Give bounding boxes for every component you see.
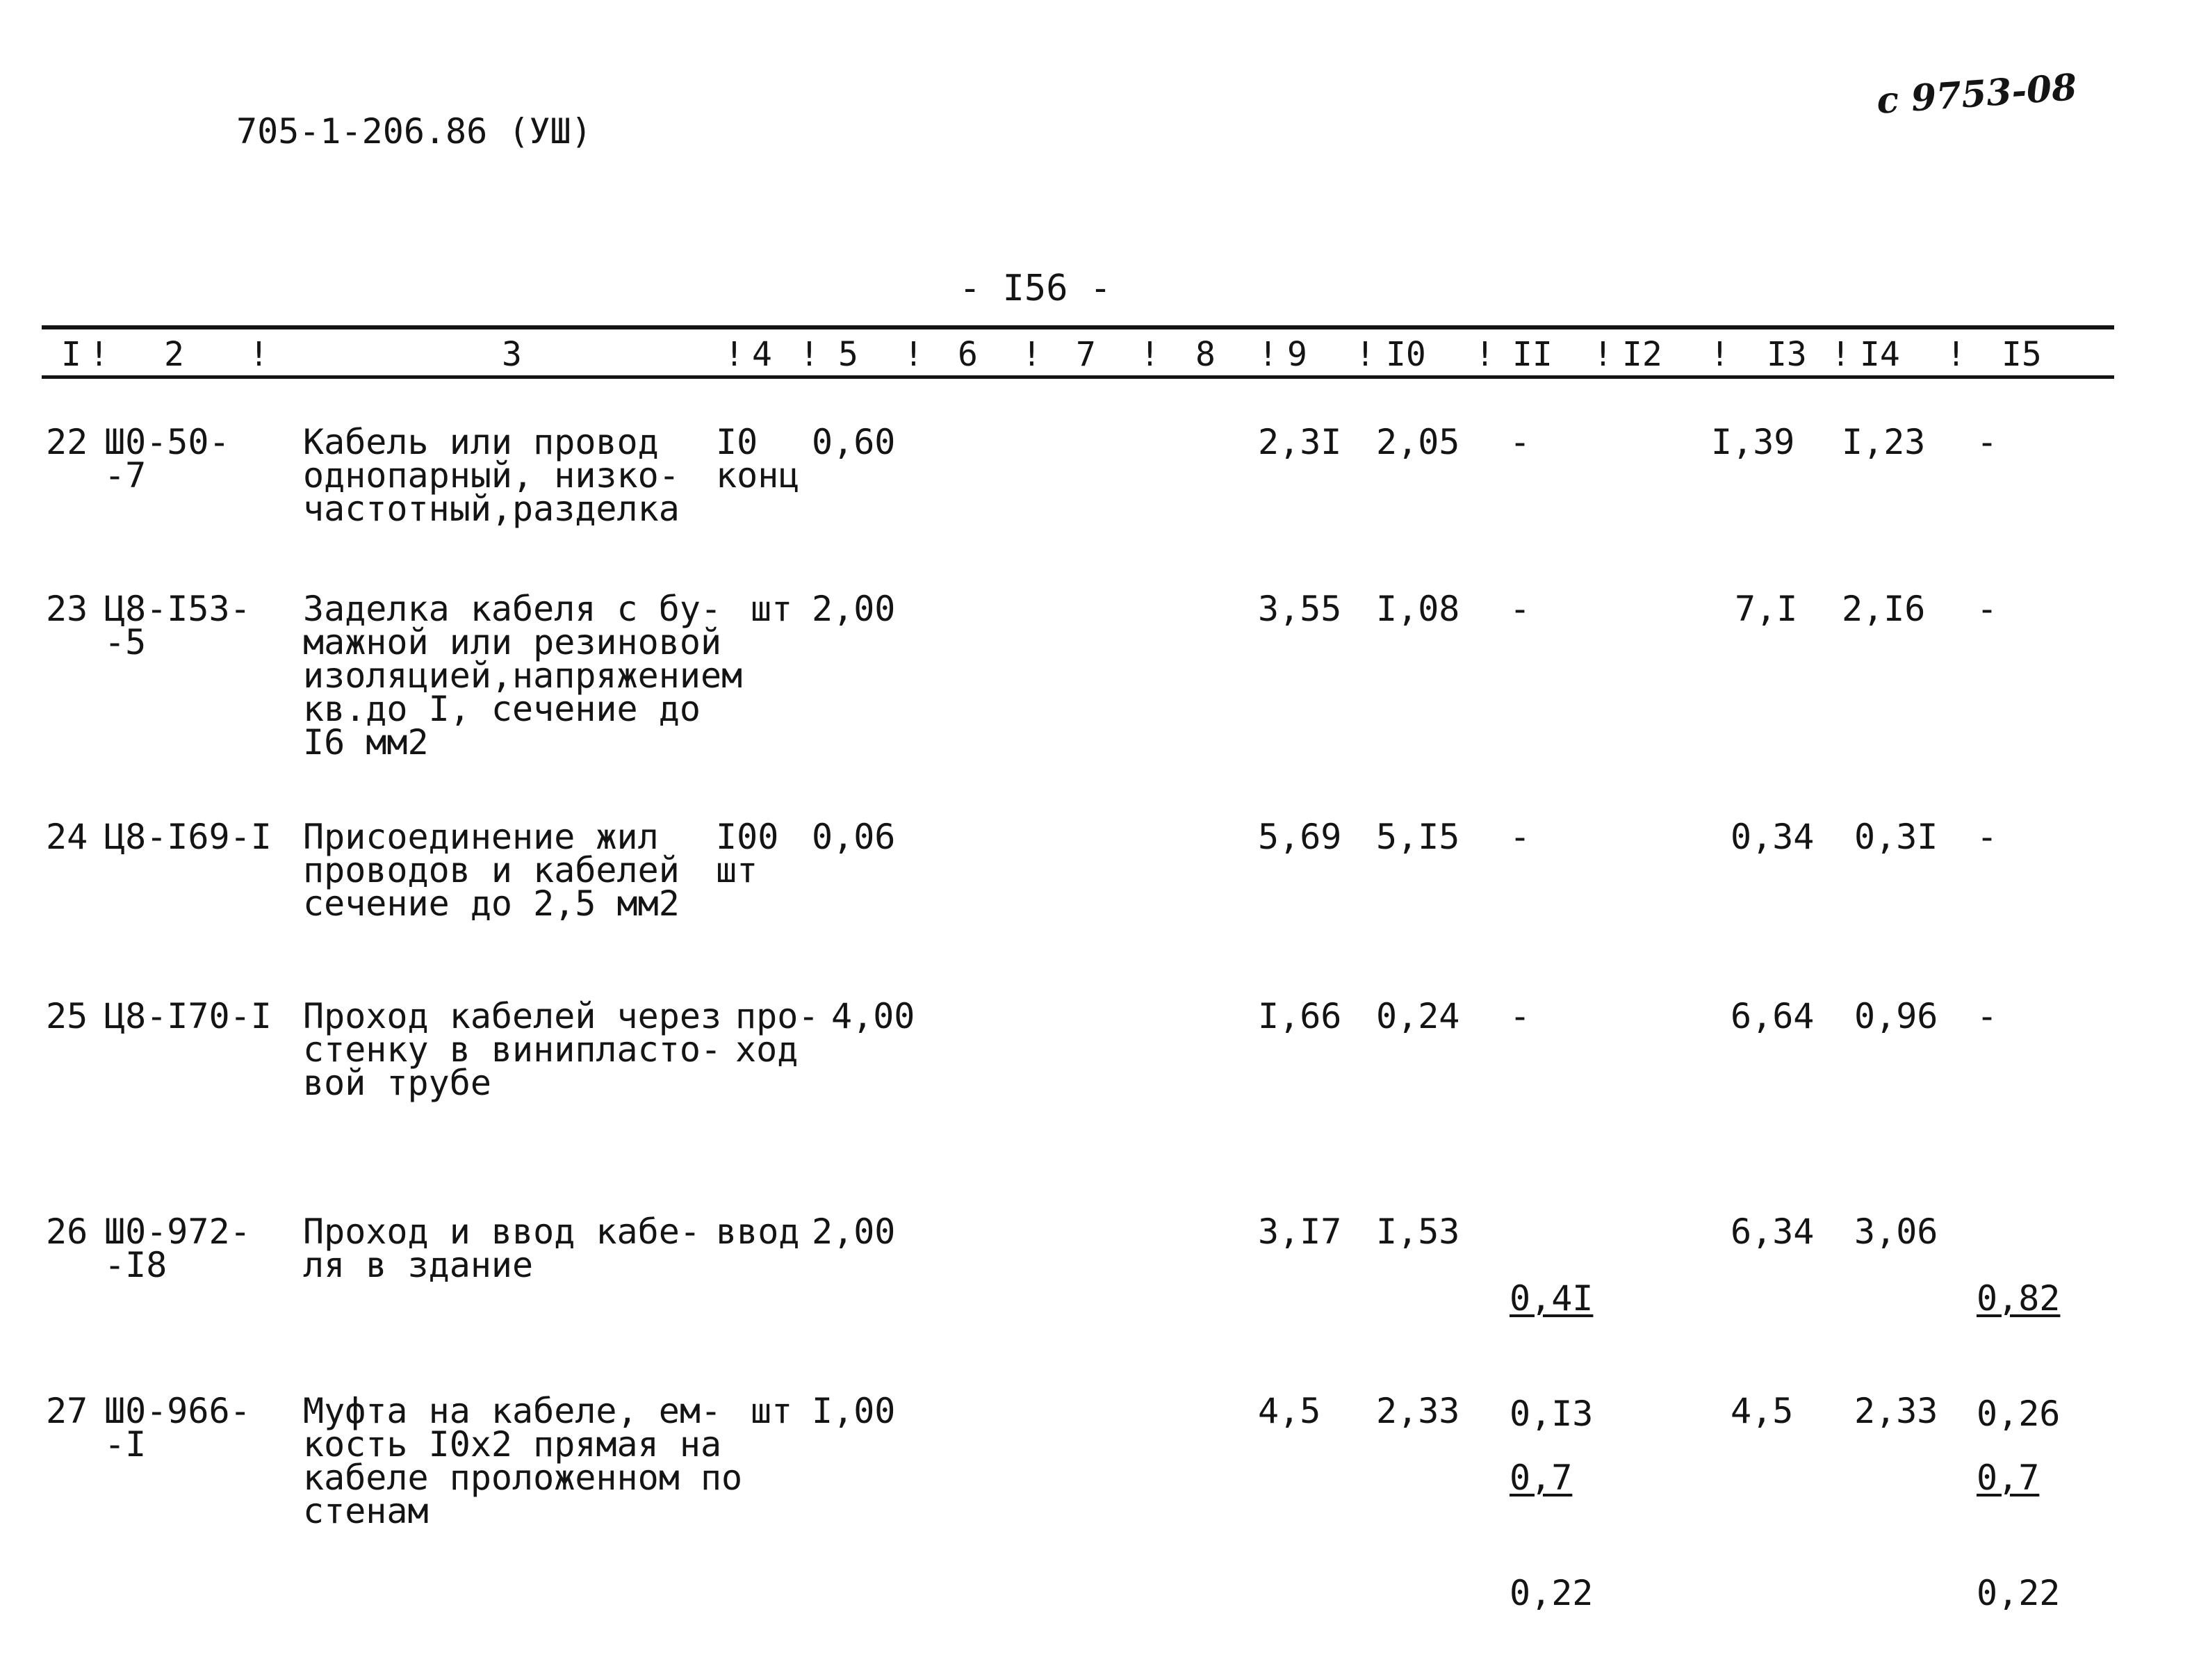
col-sep: ! bbox=[903, 335, 924, 374]
col-header-3: 3 bbox=[502, 335, 522, 374]
col-sep: ! bbox=[1946, 335, 1966, 374]
row-number: 23 bbox=[46, 589, 88, 629]
row-col14: 2,I6 bbox=[1842, 589, 1926, 629]
row-code: Ц8-I69-I bbox=[104, 817, 272, 857]
row-unit: ввод bbox=[716, 1212, 800, 1252]
row-code: Ц8-I53- -5 bbox=[104, 589, 251, 662]
col-sep: ! bbox=[1710, 335, 1730, 374]
row-quantity: I,00 bbox=[812, 1391, 896, 1431]
row-number: 24 bbox=[46, 817, 88, 857]
fraction-numerator: 0,7 bbox=[1977, 1458, 2040, 1498]
row-col15-fraction bbox=[1977, 1394, 2060, 1677]
row-col13: I,39 bbox=[1711, 422, 1795, 462]
row-col13: 4,5 bbox=[1731, 1391, 1794, 1431]
col-sep: ! bbox=[1593, 335, 1613, 374]
col-header-9: 9 bbox=[1287, 335, 1307, 374]
row-unit: про- ход bbox=[735, 996, 819, 1070]
row-code: Ш0-966- -I bbox=[104, 1391, 251, 1465]
row-description: Муфта на кабеле, ем- кость I0х2 прямая на кабеле проложенном по стенам bbox=[303, 1391, 743, 1531]
row-col11: - bbox=[1510, 996, 1531, 1036]
row-description: Кабель или провод однопарный, низко- частотный,разделка bbox=[303, 422, 680, 529]
row-col14: 0,3I bbox=[1854, 817, 1938, 857]
row-col15: - bbox=[1977, 817, 1998, 857]
fraction-numerator: 0,4I bbox=[1510, 1278, 1594, 1319]
col-sep: ! bbox=[89, 335, 109, 374]
row-col9: I,66 bbox=[1258, 996, 1342, 1036]
table-top-rule bbox=[42, 325, 2114, 329]
col-header-2: 2 bbox=[164, 335, 184, 374]
row-description: Проход и ввод кабе- ля в здание bbox=[303, 1212, 701, 1285]
row-col9: 3,I7 bbox=[1258, 1212, 1342, 1252]
row-col13: 6,64 bbox=[1731, 996, 1815, 1036]
fraction-denominator: 0,22 bbox=[1510, 1573, 1594, 1613]
col-sep: ! bbox=[1140, 335, 1160, 374]
row-code: Ц8-I70-I bbox=[104, 996, 272, 1036]
fraction-numerator: 0,7 bbox=[1510, 1458, 1573, 1498]
row-number: 26 bbox=[46, 1212, 88, 1252]
row-quantity: 4,00 bbox=[831, 996, 915, 1036]
col-header-8: 8 bbox=[1195, 335, 1216, 374]
row-col10: 2,05 bbox=[1376, 422, 1460, 462]
row-col15: - bbox=[1977, 422, 1998, 462]
row-col14: 0,96 bbox=[1854, 996, 1938, 1036]
row-number: 25 bbox=[46, 996, 88, 1036]
row-unit: I00 шт bbox=[716, 817, 779, 890]
row-col11: - bbox=[1510, 589, 1531, 629]
row-col10: 0,24 bbox=[1376, 996, 1460, 1036]
row-quantity: 2,00 bbox=[812, 1212, 896, 1252]
row-col13: 7,I bbox=[1735, 589, 1798, 629]
col-sep: ! bbox=[1355, 335, 1375, 374]
col-sep: ! bbox=[724, 335, 744, 374]
col-header-7: 7 bbox=[1076, 335, 1096, 374]
col-header-14: I4 bbox=[1860, 335, 1900, 374]
row-col11-fraction bbox=[1510, 1394, 1593, 1677]
col-sep: ! bbox=[1831, 335, 1851, 374]
col-header-5: 5 bbox=[838, 335, 858, 374]
row-col14: 3,06 bbox=[1854, 1212, 1938, 1252]
col-header-13: I3 bbox=[1767, 335, 1807, 374]
row-col15: - bbox=[1977, 589, 1998, 629]
row-col11: - bbox=[1510, 817, 1531, 857]
col-header-15: I5 bbox=[2002, 335, 2042, 374]
fraction-denominator: 0,26 bbox=[1977, 1394, 2061, 1434]
row-col9: 2,3I bbox=[1258, 422, 1342, 462]
row-col14: I,23 bbox=[1842, 422, 1926, 462]
row-number: 22 bbox=[46, 422, 88, 462]
row-quantity: 0,60 bbox=[812, 422, 896, 462]
col-sep: ! bbox=[1022, 335, 1042, 374]
row-col11: - bbox=[1510, 422, 1531, 462]
row-unit: шт bbox=[751, 1391, 793, 1431]
row-col13: 6,34 bbox=[1731, 1212, 1815, 1252]
col-header-10: I0 bbox=[1386, 335, 1426, 374]
fraction-denominator: 0,22 bbox=[1977, 1573, 2061, 1613]
row-description: Заделка кабеля с бу- мажной или резиновой изоляцией,напряжением кв.до I, сечение до I6 мм2 bbox=[303, 589, 743, 762]
row-col10: I,53 bbox=[1376, 1212, 1460, 1252]
row-description: Присоединение жил проводов и кабелей сечение до 2,5 мм2 bbox=[303, 817, 680, 924]
col-header-11: II bbox=[1512, 335, 1553, 374]
fraction-numerator: 0,82 bbox=[1977, 1278, 2061, 1319]
row-col14: 2,33 bbox=[1854, 1391, 1938, 1431]
row-col9: 4,5 bbox=[1258, 1391, 1321, 1431]
archive-stamp: с 9753-08 bbox=[1875, 66, 2079, 122]
row-code: Ш0-50- -7 bbox=[104, 422, 230, 496]
row-col9: 5,69 bbox=[1258, 817, 1342, 857]
row-unit: I0 конц bbox=[716, 422, 800, 496]
page-number: - I56 - bbox=[959, 268, 1112, 309]
row-unit: шт bbox=[751, 589, 793, 629]
col-header-6: 6 bbox=[958, 335, 978, 374]
col-header-1: I bbox=[61, 335, 81, 374]
col-sep: ! bbox=[1475, 335, 1495, 374]
col-sep: ! bbox=[1258, 335, 1278, 374]
row-number: 27 bbox=[46, 1391, 88, 1431]
col-sep: ! bbox=[249, 335, 269, 374]
row-code: Ш0-972- -I8 bbox=[104, 1212, 251, 1285]
row-col10: 5,I5 bbox=[1376, 817, 1460, 857]
col-header-12: I2 bbox=[1622, 335, 1662, 374]
document-code: 705-1-206.86 (УШ) bbox=[236, 111, 592, 152]
row-col13: 0,34 bbox=[1731, 817, 1815, 857]
row-quantity: 2,00 bbox=[812, 589, 896, 629]
row-col10: 2,33 bbox=[1376, 1391, 1460, 1431]
table-header-rule bbox=[42, 375, 2114, 379]
col-header-4: 4 bbox=[752, 335, 772, 374]
row-col15: - bbox=[1977, 996, 1998, 1036]
fraction-denominator: 0,I3 bbox=[1510, 1394, 1594, 1434]
row-description: Проход кабелей через стенку в винипласто- вой трубе bbox=[303, 996, 722, 1103]
row-col9: 3,55 bbox=[1258, 589, 1342, 629]
col-sep: ! bbox=[799, 335, 819, 374]
row-col10: I,08 bbox=[1376, 589, 1460, 629]
row-quantity: 0,06 bbox=[812, 817, 896, 857]
